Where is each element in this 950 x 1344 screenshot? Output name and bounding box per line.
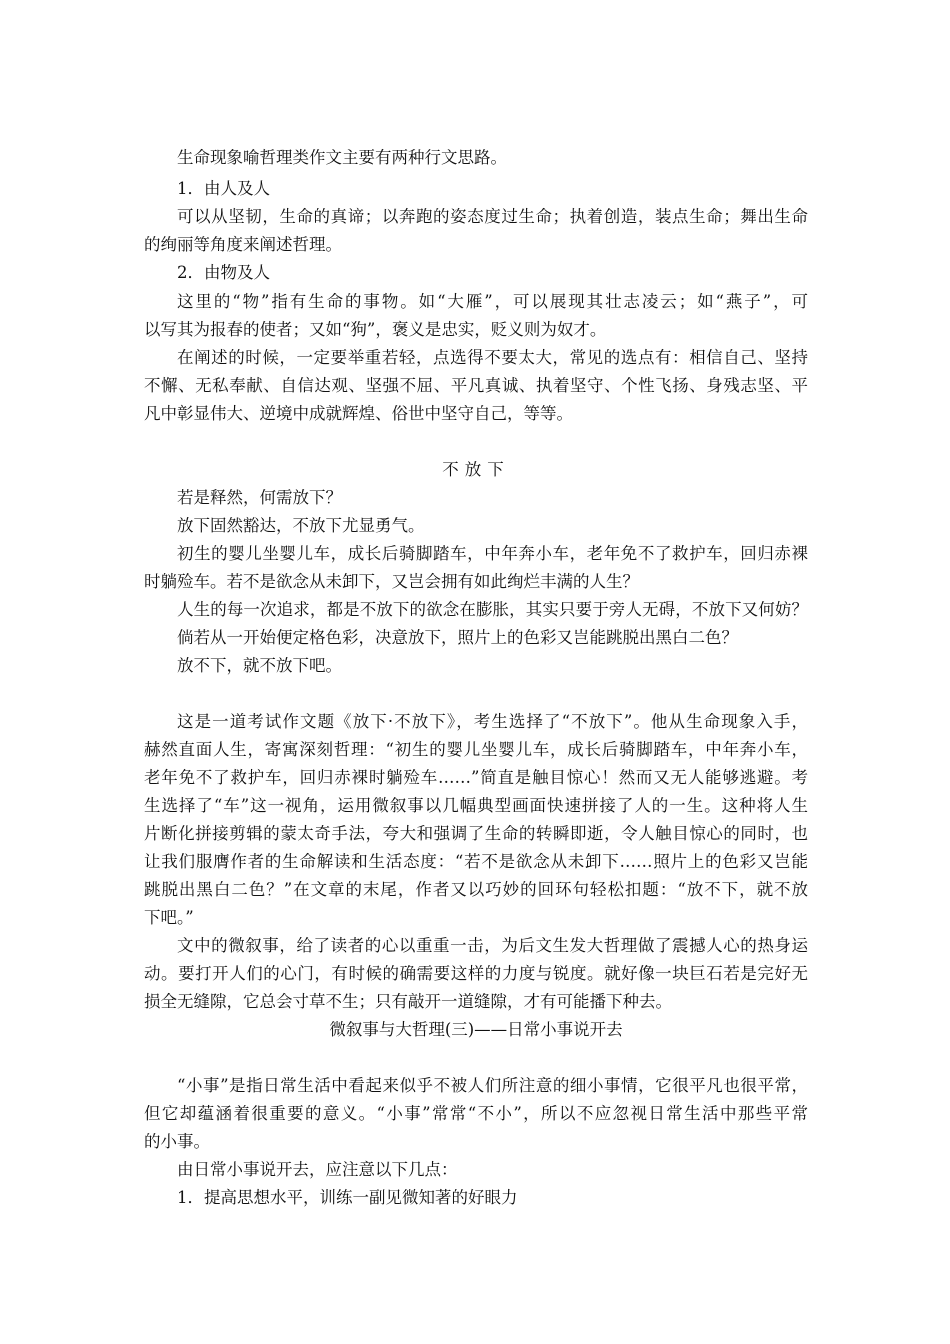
section3-p2: 由日常小事说开去，应注意以下几点：	[177, 1160, 458, 1179]
commentary-p1-line: 赫然直面人生，寄寓深刻哲理：“初生的婴儿坐婴儿车，成长后骑脚踏车，中年奔小车，	[144, 740, 808, 759]
section1-paragraph-2-line-2: 以写其为报春的使者；又如“狗”，褒义是忠实，贬义则为奴才。	[144, 320, 607, 339]
commentary-p2-line: 文中的微叙事，给了读者的心以重重一击，为后文生发大哲理做了震撼人心的热身运	[177, 936, 808, 955]
section1-paragraph-1-line-1: 可以从坚韧，生命的真谛；以奔跑的姿态度过生命；执着创造，装点生命；舞出生命	[177, 207, 808, 226]
essay-line: 初生的婴儿坐婴儿车，成长后骑脚踏车，中年奔小车，老年免不了救护车，回归赤裸	[177, 544, 808, 563]
essay-line: 人生的每一次追求，都是不放下的欲念在膨胀，其实只要于旁人无碍，不放下又何妨？	[177, 600, 808, 619]
section3-p1-line: 但它却蕴涵着很重要的意义。“小事”常常“不小”，所以不应忽视日常生活中那些平常	[144, 1104, 808, 1123]
commentary-p1-line: 这是一道考试作文题《放下·不放下》，考生选择了“不放下”。他从生命现象入手，	[177, 712, 808, 731]
section3-heading: 微叙事与大哲理(三)——日常小事说开去	[329, 1020, 623, 1039]
section1-paragraph-3-line-3: 凡中彰显伟大、逆境中成就辉煌、俗世中坚守自己，等等。	[144, 404, 573, 423]
commentary-p1-line: 生选择了“车”这一视角，运用微叙事以几幅典型画面快速拼接了人的一生。这种将人生	[144, 796, 808, 815]
essay-line: 放不下，就不放下吧。	[177, 656, 342, 675]
section3-p1-line: “小事”是指日常生活中看起来似乎不被人们所注意的细小事情，它很平凡也很平常，	[177, 1076, 808, 1095]
essay-line: 时躺殓车。若不是欲念从未卸下，又岂会拥有如此绚烂丰满的人生？	[144, 572, 639, 591]
essay-line: 若是释然，何需放下？	[177, 488, 342, 507]
section1-paragraph-2-line-1: 这里的“物”指有生命的事物。如“大雁”，可以展现其壮志凌云；如“燕子”，可	[177, 292, 808, 311]
commentary-p1-line: 让我们服膺作者的生命解读和生活态度：“若不是欲念从未卸下……照片上的色彩又岂能	[144, 852, 808, 871]
commentary-p2-line: 损全无缝隙，它总会寸草不生；只有敲开一道缝隙，才有可能播下种去。	[144, 992, 672, 1011]
commentary-p1-line: 下吧。”	[144, 908, 194, 927]
section1-heading-2: 2．由物及人	[177, 263, 270, 282]
section3-p1-line: 的小事。	[144, 1132, 210, 1151]
essay-line: 放下固然豁达，不放下尤显勇气。	[177, 516, 425, 535]
section1-heading-1: 1．由人及人	[177, 179, 270, 198]
section3-heading-1: 1．提高思想水平，训练一副见微知著的好眼力	[177, 1188, 518, 1207]
commentary-p1-line: 跳脱出黑白二色？”在文章的末尾，作者又以巧妙的回环句轻松扣题：“放不下，就不放	[144, 880, 808, 899]
section1-paragraph-3-line-2: 不懈、无私奉献、自信达观、坚强不屈、平凡真诚、执着坚守、个性飞扬、身残志坚、平	[144, 376, 808, 395]
section1-paragraph-1-line-2: 的绚丽等角度来阐述哲理。	[144, 235, 342, 254]
section1-paragraph-3-line-1: 在阐述的时候，一定要举重若轻，点选得不要太大，常见的选点有：相信自己、坚持	[177, 348, 808, 367]
section1-intro: 生命现象喻哲理类作文主要有两种行文思路。	[177, 148, 507, 167]
essay-line: 倘若从一开始便定格色彩，决意放下，照片上的色彩又岂能跳脱出黑白二色？	[177, 628, 738, 647]
commentary-p1-line: 老年免不了救护车，回归赤裸时躺殓车……”简直是触目惊心！然而又无人能够逃避。考	[144, 768, 808, 787]
commentary-p1-line: 片断化拼接剪辑的蒙太奇手法，夸大和强调了生命的转瞬即逝，令人触目惊心的同时，也	[144, 824, 808, 843]
commentary-p2-line: 动。要打开人们的心门，有时候的确需要这样的力度与锐度。就好像一块巨石若是完好无	[144, 964, 808, 983]
essay-title: 不放下	[442, 460, 510, 479]
